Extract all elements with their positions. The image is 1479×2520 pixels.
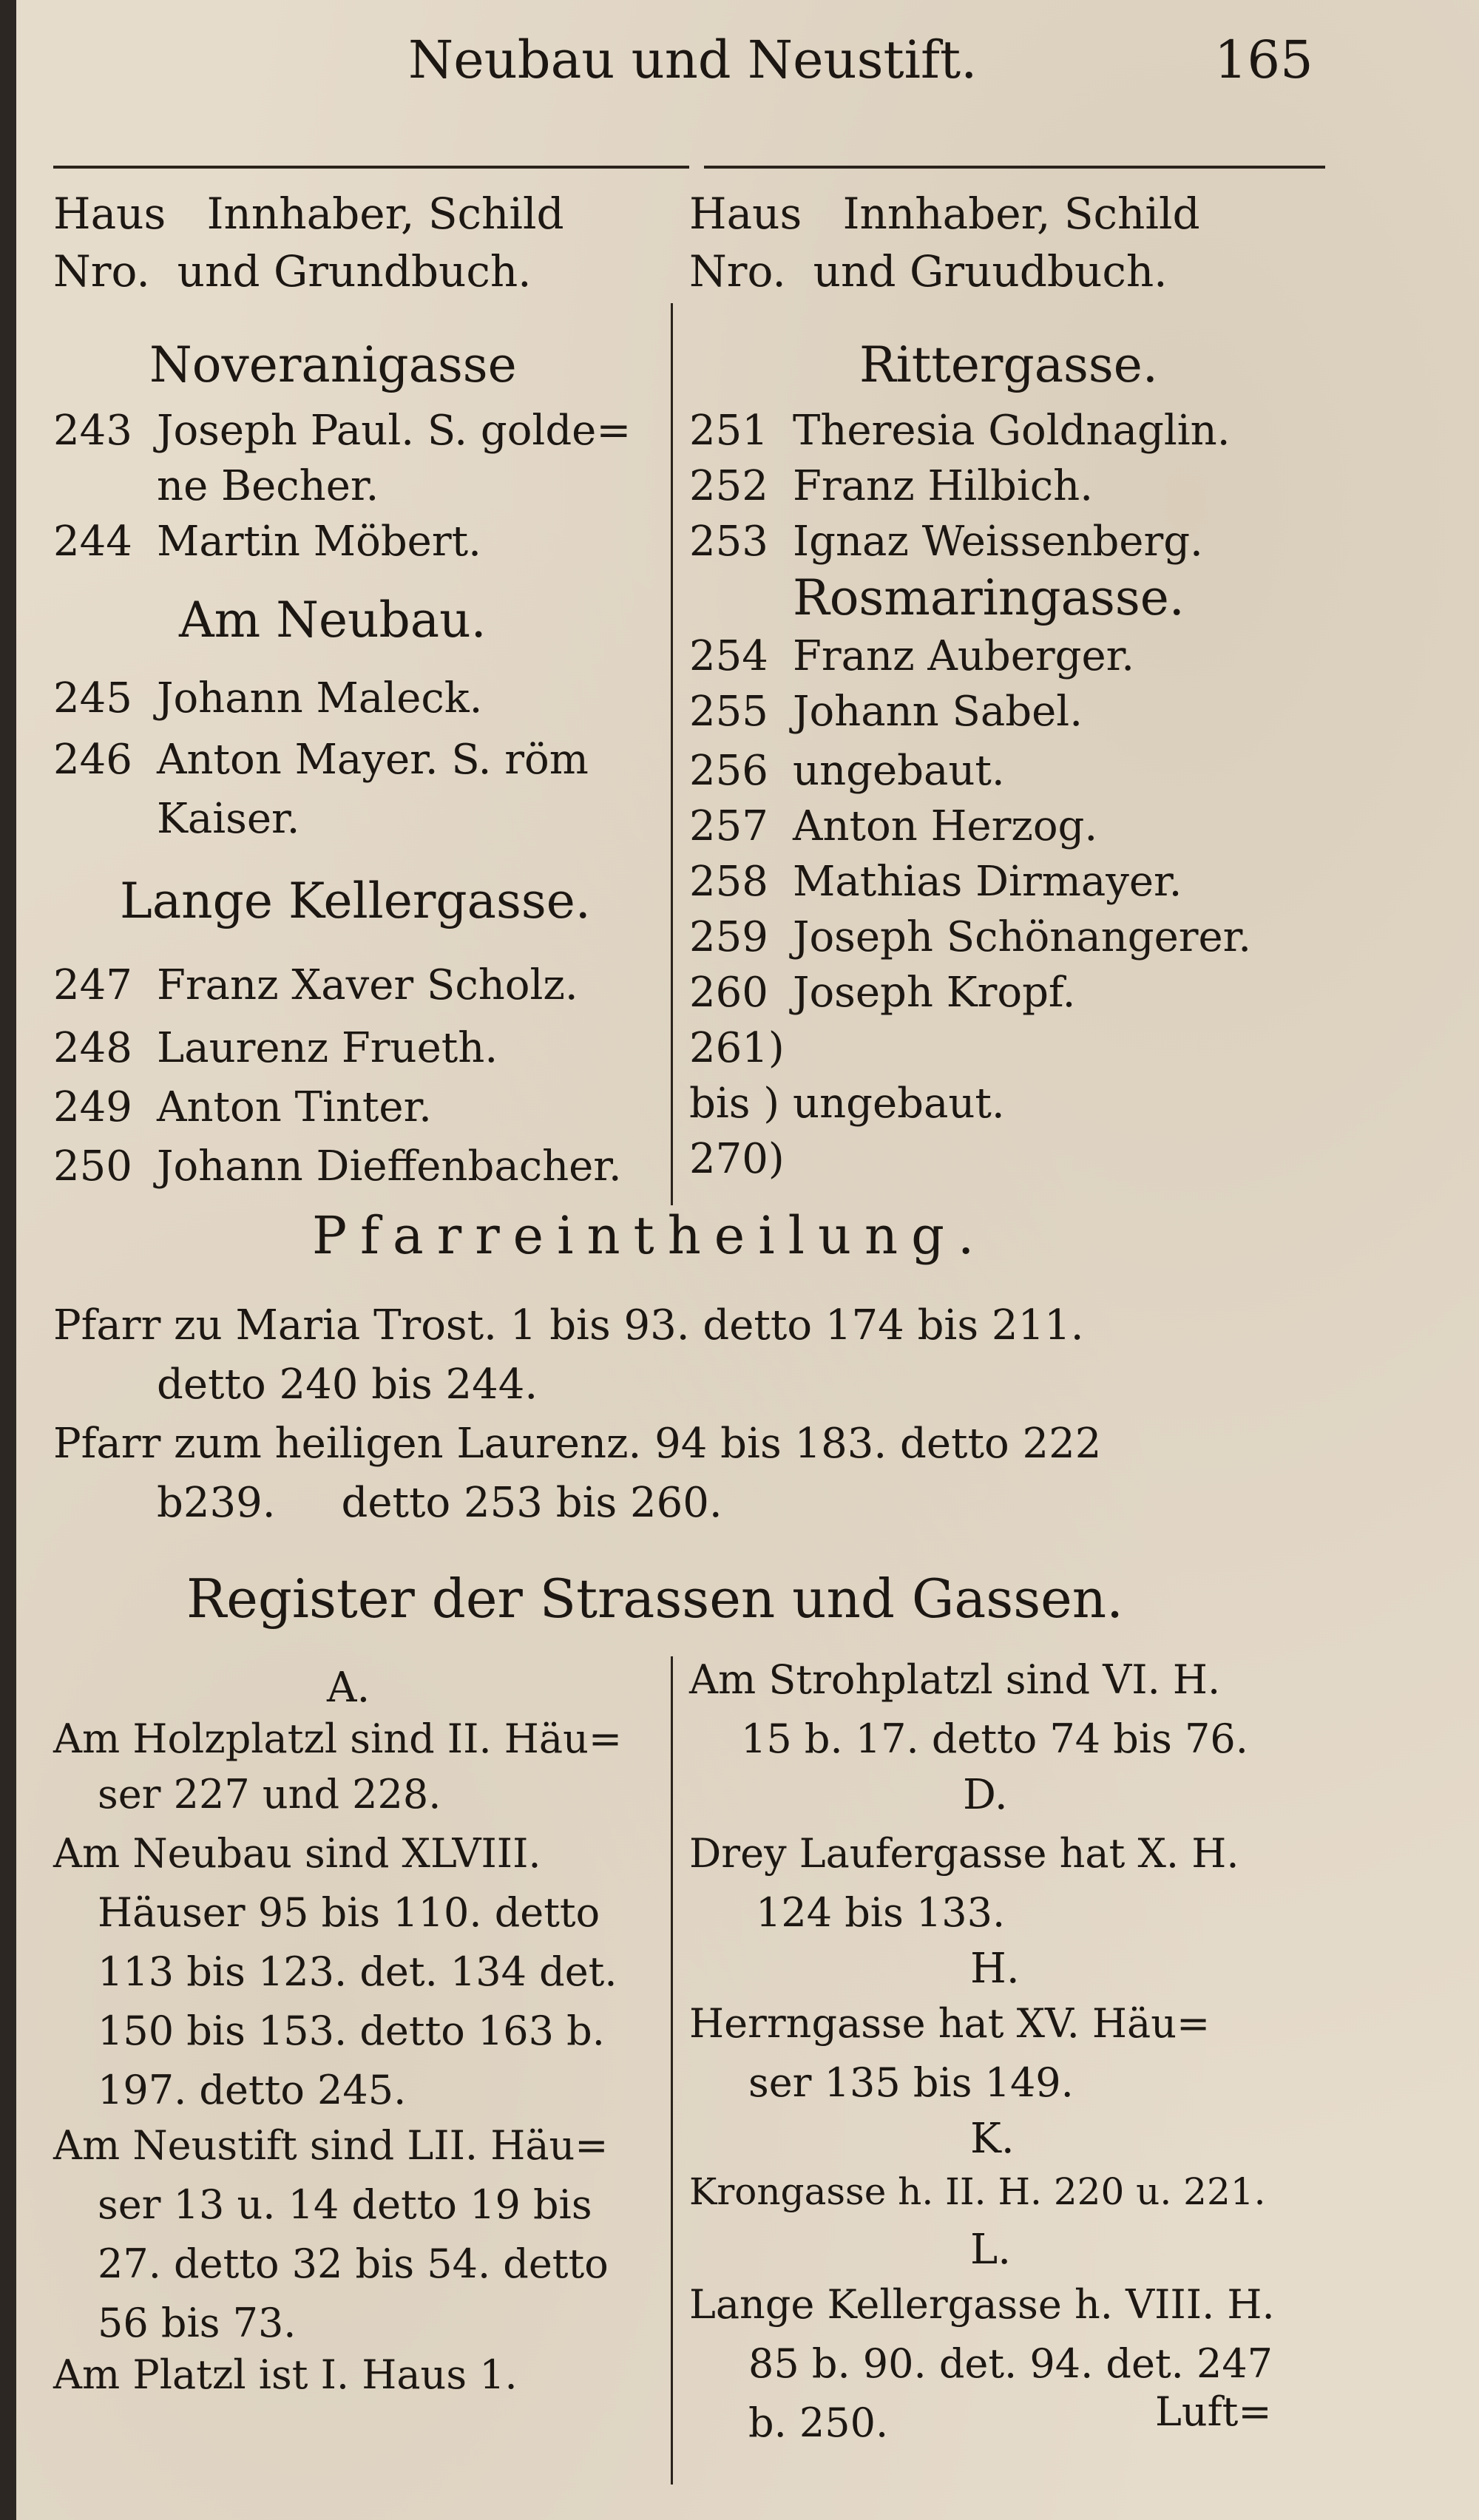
register-letter: D. bbox=[963, 1771, 1008, 1819]
table-row bbox=[53, 407, 631, 455]
register-line: Krongasse h. II. H. 220 u. 221. bbox=[689, 2170, 1266, 2213]
catchword: Luft= bbox=[1155, 2388, 1272, 2435]
register-column-divider bbox=[671, 1656, 673, 2485]
owner-text: Laurenz Frueth. bbox=[157, 1024, 498, 1072]
table-row bbox=[53, 736, 589, 784]
owner-text: Martin Möbert. bbox=[157, 518, 481, 566]
table-row bbox=[689, 1080, 1005, 1128]
register-line: b. 250. bbox=[748, 2399, 889, 2446]
table-row bbox=[53, 1024, 498, 1072]
section-title: Noveranigasse bbox=[149, 336, 517, 393]
register-line: 113 bis 123. det. 134 det. bbox=[98, 1948, 617, 1995]
section-title: Lange Kellergasse. bbox=[120, 873, 591, 929]
house-number: 258 bbox=[689, 858, 768, 906]
house-number: 259 bbox=[689, 913, 768, 961]
register-line: Herrngasse hat XV. Häu= bbox=[689, 2000, 1211, 2047]
register-letter: H. bbox=[970, 1945, 1020, 1993]
owner-text: ungebaut. bbox=[793, 747, 1005, 795]
register-line: ser 13 u. 14 detto 19 bis bbox=[98, 2181, 592, 2228]
house-number: 255 bbox=[689, 688, 768, 736]
register-line: 150 bis 153. detto 163 b. bbox=[98, 2008, 605, 2054]
table-row bbox=[689, 802, 1097, 850]
table-row bbox=[53, 1083, 432, 1131]
house-number: 250 bbox=[53, 1142, 132, 1190]
register-letter: A. bbox=[327, 1664, 370, 1712]
owner-text: Johann Dieffenbacher. bbox=[157, 1142, 622, 1190]
register-letter: L. bbox=[970, 2226, 1011, 2274]
table-row bbox=[53, 518, 481, 566]
house-number: 253 bbox=[689, 518, 768, 566]
owner-text: ne Becher. bbox=[157, 462, 379, 510]
table-row bbox=[689, 407, 1231, 455]
pfarr-line: Pfarr zu Maria Trost. 1 bis 93. detto 174 bis 211. bbox=[53, 1301, 1084, 1349]
table-row bbox=[689, 1135, 793, 1183]
left-head-line-1: Haus Innhaber, Schild bbox=[53, 189, 564, 239]
house-number: 246 bbox=[53, 736, 132, 784]
table-row bbox=[689, 913, 1251, 961]
house-number: 260 bbox=[689, 969, 768, 1017]
pfarr-title: Pfarreintheilung. bbox=[312, 1205, 988, 1266]
register-line: ser 135 bis 149. bbox=[748, 2059, 1074, 2106]
house-number: 249 bbox=[53, 1083, 132, 1131]
register-line: 56 bis 73. bbox=[98, 2300, 297, 2346]
house-number: 254 bbox=[689, 632, 768, 680]
right-column-head bbox=[689, 185, 1200, 300]
table-row bbox=[53, 674, 482, 722]
table-row bbox=[689, 462, 1093, 510]
running-head: Neubau und Neustift. bbox=[408, 30, 978, 90]
house-number: 243 bbox=[53, 407, 132, 455]
book-spine-edge bbox=[0, 0, 16, 2520]
owner-text: Ignaz Weissenberg. bbox=[793, 518, 1203, 566]
house-number: 261) bbox=[689, 1024, 785, 1072]
house-number: 270) bbox=[689, 1135, 785, 1183]
owner-text: Joseph Paul. S. golde= bbox=[157, 407, 632, 455]
section-title: Rosmaringasse. bbox=[793, 569, 1185, 626]
register-title: Register der Strassen und Gassen. bbox=[186, 1568, 1124, 1630]
house-number: 256 bbox=[689, 747, 768, 795]
register-line: Drey Laufergasse hat X. H. bbox=[689, 1830, 1239, 1877]
page-number: 165 bbox=[1214, 30, 1313, 90]
table-row bbox=[689, 747, 1005, 795]
owner-text: ungebaut. bbox=[793, 1080, 1005, 1128]
right-head-line-2: Nro. und Gruudbuch. bbox=[689, 246, 1168, 297]
column-divider bbox=[671, 303, 673, 1205]
register-line: Am Platzl ist I. Haus 1. bbox=[53, 2351, 518, 2398]
pfarr-line: detto 240 bis 244. bbox=[157, 1361, 538, 1409]
register-line: Am Strohplatzl sind VI. H. bbox=[689, 1656, 1221, 1703]
house-number: 248 bbox=[53, 1024, 132, 1072]
table-row bbox=[53, 795, 299, 843]
table-row bbox=[53, 1142, 622, 1190]
table-row bbox=[689, 858, 1182, 906]
top-rule-right bbox=[704, 166, 1325, 169]
register-line: 197. detto 245. bbox=[98, 2067, 407, 2113]
owner-text: Kaiser. bbox=[157, 795, 300, 843]
register-line: Am Neustift sind LII. Häu= bbox=[53, 2122, 609, 2169]
table-row bbox=[689, 518, 1203, 566]
table-row bbox=[689, 969, 1075, 1017]
table-row bbox=[689, 632, 1134, 680]
owner-text: Franz Xaver Scholz. bbox=[157, 961, 578, 1009]
top-rule-left bbox=[53, 166, 689, 169]
owner-text: Anton Mayer. S. röm bbox=[157, 736, 589, 784]
owner-text: Anton Herzog. bbox=[793, 802, 1098, 850]
owner-text: Johann Sabel. bbox=[793, 688, 1083, 736]
house-number: 245 bbox=[53, 674, 132, 722]
pfarr-line: b239. detto 253 bis 260. bbox=[157, 1479, 722, 1527]
house-number: 252 bbox=[689, 462, 768, 510]
table-row bbox=[53, 961, 578, 1009]
owner-text: Anton Tinter. bbox=[157, 1083, 432, 1131]
table-row bbox=[689, 688, 1083, 736]
owner-text: Johann Maleck. bbox=[157, 674, 483, 722]
register-line: Am Holzplatzl sind II. Häu= bbox=[53, 1715, 623, 1762]
house-number: 257 bbox=[689, 802, 768, 850]
pfarr-line: Pfarr zum heiligen Laurenz. 94 bis 183. detto 222 bbox=[53, 1420, 1102, 1468]
register-line: Häuser 95 bis 110. detto bbox=[98, 1889, 600, 1936]
house-number: 251 bbox=[689, 407, 768, 455]
book-page bbox=[16, 0, 1479, 2520]
owner-text: Franz Auberger. bbox=[793, 632, 1135, 680]
register-line: 124 bis 133. bbox=[756, 1889, 1006, 1936]
register-line: Am Neubau sind XLVIII. bbox=[53, 1830, 541, 1877]
register-line: Lange Kellergasse h. VIII. H. bbox=[689, 2281, 1275, 2328]
register-line: 27. detto 32 bis 54. detto bbox=[98, 2240, 609, 2287]
section-title: Am Neubau. bbox=[179, 592, 487, 648]
house-number: 244 bbox=[53, 518, 132, 566]
register-line: 85 b. 90. det. 94. det. 247 bbox=[748, 2340, 1273, 2387]
left-head-line-2: Nro. und Grundbuch. bbox=[53, 246, 532, 297]
table-row bbox=[53, 462, 379, 510]
owner-text: Theresia Goldnaglin. bbox=[793, 407, 1231, 455]
right-head-line-1: Haus Innhaber, Schild bbox=[689, 189, 1200, 239]
left-column-head bbox=[53, 185, 564, 300]
owner-text: Mathias Dirmayer. bbox=[793, 858, 1182, 906]
table-row bbox=[689, 1024, 793, 1072]
owner-text: Franz Hilbich. bbox=[793, 462, 1094, 510]
register-letter: K. bbox=[970, 2115, 1015, 2163]
house-number: 247 bbox=[53, 961, 132, 1009]
register-line: 15 b. 17. detto 74 bis 76. bbox=[741, 1715, 1248, 1762]
owner-text: Joseph Schönangerer. bbox=[793, 913, 1252, 961]
section-title: Rittergasse. bbox=[859, 336, 1158, 393]
owner-text: Joseph Kropf. bbox=[793, 969, 1076, 1017]
register-line: ser 227 und 228. bbox=[98, 1771, 441, 1818]
house-number: bis ) bbox=[689, 1080, 780, 1128]
